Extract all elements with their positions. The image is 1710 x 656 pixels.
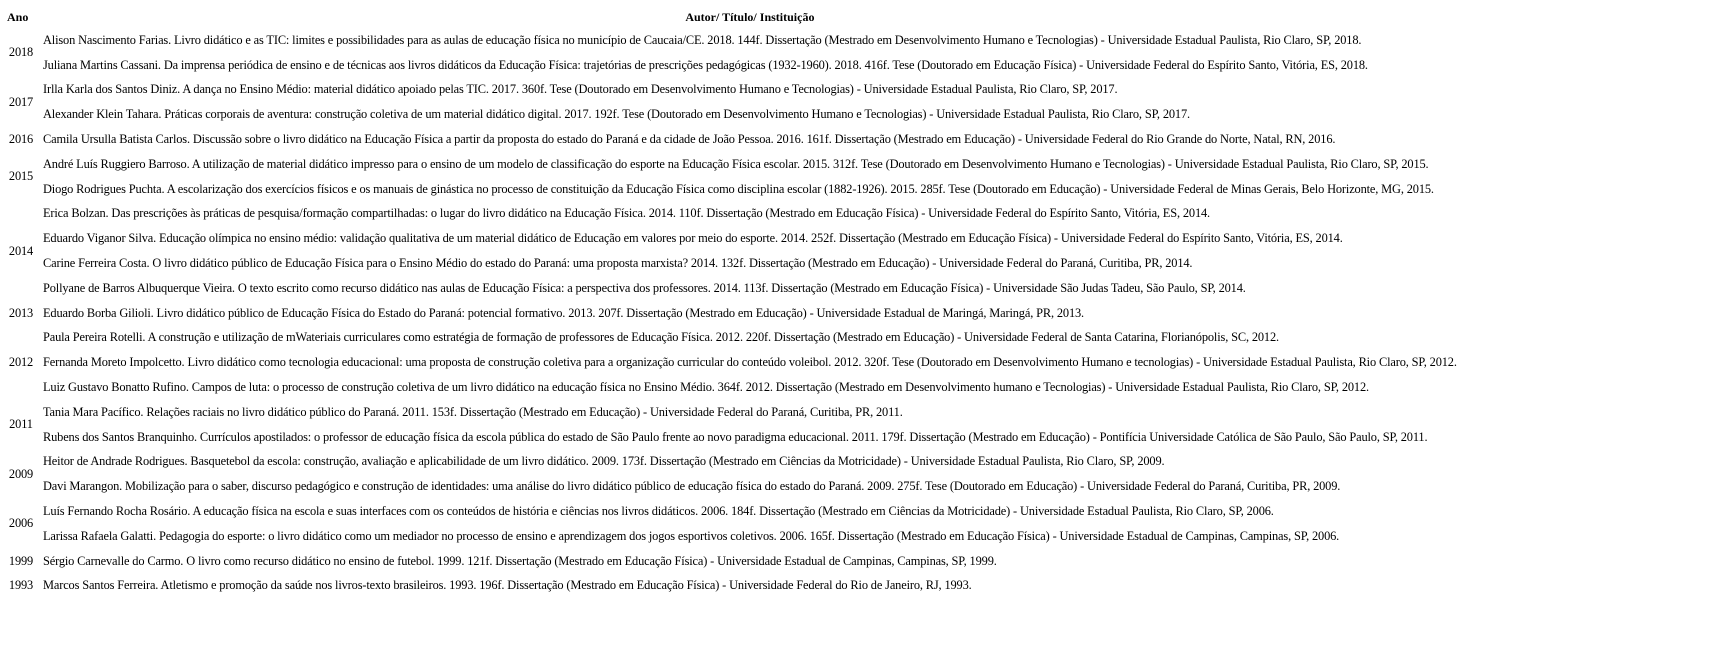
entry-cell: Rubens dos Santos Branquinho. Currículos apostilados: o professor de educação física da escola pública do estado de São Paulo frente ao novo paradigma educacional. 2011. 179f. Dissertação (Mestrado em Educação) - Pontifícia Universidade Católica de São Paulo, São Paulo, SP, 2011. [43, 429, 1428, 444]
entry-cell: Pollyane de Barros Albuquerque Vieira. O texto escrito como recurso didático nas aulas de Educação Física: a perspectiva dos professores. 2014. 113f. Dissertação (Mestrado em Educação Física) - Universidade São Judas Tadeu, São Paulo, SP, 2014. [43, 280, 1246, 295]
table-row [3, 53, 1461, 78]
table-row [3, 474, 1461, 499]
year-cell: 2015 [8, 169, 34, 184]
entry-cell: Erica Bolzan. Das prescrições às práticas de pesquisa/formação compartilhadas: o lugar do livro didático na Educação Física. 2014. 110f. Dissertação (Mestrado em Educação Física) - Universidade Federal do Espírito Santo, Vitória, ES, 2014. [43, 206, 1210, 221]
year-cell: 1999 [8, 553, 34, 568]
table-row [3, 102, 1461, 127]
year-cell: 2016 [8, 132, 34, 147]
table-body [3, 28, 1461, 598]
entry-cell: Eduardo Viganor Silva. Educação olímpica no ensino médio: validação qualitativa de um material didático de Educação em valores por meio do esporte. 2014. 252f. Dissertação (Mestrado em Educação Física) - Universidade Federal do Espírito Santo, Vitória, ES, 2014. [43, 231, 1343, 246]
entry-cell: Paula Pereira Rotelli. A construção e utilização de mWateriais curriculares como estratégia de formação de professores de Educação Física. 2012. 220f. Dissertação (Mestrado em Educação) - Universidade Federal de Santa Catarina, Florianópolis, SC, 2012. [43, 330, 1279, 345]
table-row [3, 574, 1461, 599]
entry-cell: Alison Nascimento Farias. Livro didático e as TIC: limites e possibilidades para as aulas de educação física no município de Caucaia/CE. 2018. 144f. Dissertação (Mestrado em Desenvolvimento Humano e Tecnologias) - Universidade Estadual Paulista, Rio Claro, SP, 2018. [43, 32, 1362, 47]
entry-cell: Tania Mara Pacífico. Relações raciais no livro didático público do Paraná. 2011. 153f. Dissertação (Mestrado em Educação) - Universidade Federal do Paraná, Curitiba, PR, 2011. [43, 404, 903, 419]
header-entry: Autor/ Título/ Instituição [685, 9, 815, 24]
table-row [3, 78, 1461, 103]
entry-cell: Davi Marangon. Mobilização para o saber, discurso pedagógico e construção de identidades: uma análise do livro didático público de educação física do estado do Paraná. 2009. 275f. Tese (Doutorado em Educação) - Universidade Federal do Paraná, Curitiba, PR, 2009. [43, 479, 1341, 494]
entry-cell: André Luís Ruggiero Barroso. A utilização de material didático impresso para o ensino de um modelo de classificação do esporte na Educação Física escolar. 2015. 312f. Tese (Doutorado em Desenvolvimento Humano e Tecnologias) - Universidade Estadual Paulista, Rio Claro, SP, 2015. [43, 156, 1429, 171]
table-row [3, 524, 1461, 549]
table-row [3, 177, 1461, 202]
table-row [3, 202, 1461, 227]
table-row [3, 276, 1461, 301]
year-cell: 2014 [8, 243, 34, 258]
table-row [3, 499, 1461, 524]
table-row [3, 450, 1461, 475]
entry-cell: Luiz Gustavo Bonatto Rufino. Campos de luta: o processo de construção coletiva de um livro didático na educação física no Ensino Médio. 364f. 2012. Dissertação (Mestrado em Desenvolvimento humano e Tecnologias) - Universidade Estadual Paulista, Rio Claro, SP, 2012. [43, 380, 1369, 395]
entry-cell: Alexander Klein Tahara. Práticas corporais de aventura: construção coletiva de um material didático digital. 2017. 192f. Tese (Doutorado em Desenvolvimento Humano e Tecnologias) - Universidade Estadual Paulista, Rio Claro, SP, 2017. [43, 107, 1190, 122]
year-cell: 2013 [8, 305, 34, 320]
entry-cell: Fernanda Moreto Impolcetto. Livro didático como tecnologia educacional: uma proposta de construção coletiva para a organização curricular do conteúdo voleibol. 2012. 320f. Tese (Doutorado em Desenvolvimento Humano e tecnologias) - Universidade Estadual Paulista, Rio Claro, SP, 2012. [43, 355, 1457, 370]
table-row [3, 251, 1461, 276]
entry-cell: Irlla Karla dos Santos Diniz. A dança no Ensino Médio: material didático apoiado pelas TIC. 2017. 360f. Tese (Doutorado em Desenvolvimento Humano e Tecnologias) - Universidade Estadual Paulista, Rio Claro, SP, 2017. [43, 82, 1118, 97]
entry-cell: Larissa Rafaela Galatti. Pedagogia do esporte: o livro didático como um mediador no processo de ensino e aprendizagem dos jogos esportivos coletivos. 2006. 165f. Dissertação (Mestrado em Educação Física) - Universidade Estadual de Campinas, Campinas, SP, 2006. [43, 528, 1340, 543]
year-cell: 2018 [8, 45, 34, 60]
entry-cell: Juliana Martins Cassani. Da imprensa periódica de ensino e de técnicas aos livros didáticos da Educação Física: trajetórias de prescrições pedagógicas (1932-1960). 2018. 416f. Tese (Doutorado em Educação Física) - Universidade Federal do Espírito Santo, Vitória, ES, 2018. [43, 57, 1368, 72]
table-row [3, 375, 1461, 400]
thesis-table [3, 6, 1461, 598]
year-cell: 2017 [8, 94, 34, 109]
table-row [3, 400, 1461, 425]
entry-cell: Camila Ursulla Batista Carlos. Discussão sobre o livro didático na Educação Física a partir da proposta do estado do Paraná e da cidade de João Pessoa. 2016. 161f. Dissertação (Mestrado em Educação) - Universidade Federal do Rio Grande do Norte, Natal, RN, 2016. [43, 132, 1336, 147]
table-row [3, 425, 1461, 450]
entry-cell: Luís Fernando Rocha Rosário. A educação física na escola e suas interfaces com os conteúdos de história e ciências nos livros didáticos. 2006. 184f. Dissertação (Mestrado em Ciências da Motricidade) - Universidade Estadual Paulista, Rio Claro, SP, 2006. [43, 504, 1274, 519]
header-year: Ano [7, 9, 29, 24]
year-cell: 1993 [8, 578, 34, 593]
year-cell: 2006 [8, 516, 34, 531]
table-row [3, 226, 1461, 251]
entry-cell: Marcos Santos Ferreira. Atletismo e promoção da saúde nos livros-texto brasileiros. 1993. 196f. Dissertação (Mestrado em Educação Física) - Universidade Federal do Rio de Janeiro, RJ, 1993. [43, 578, 972, 593]
table-row [3, 127, 1461, 152]
entry-cell: Diogo Rodrigues Puchta. A escolarização dos exercícios físicos e os manuais de ginástica no processo de constituição da Educação Física como disciplina escolar (1882-1926). 2015. 285f. Tese (Doutorado em Educação) - Universidade Federal de Minas Gerais, Belo Horizonte, MG, 2015. [43, 181, 1434, 196]
table-row [3, 301, 1461, 326]
table-row [3, 28, 1461, 53]
entry-cell: Carine Ferreira Costa. O livro didático público de Educação Física para o Ensino Médio do estado do Paraná: uma proposta marxista? 2014. 132f. Dissertação (Mestrado em Educação) - Universidade Federal do Paraná, Curitiba, PR, 2014. [43, 256, 1193, 271]
entry-cell: Heitor de Andrade Rodrigues. Basquetebol da escola: construção, avaliação e aplicabilidade de um livro didático. 2009. 173f. Dissertação (Mestrado em Ciências da Motricidade) - Universidade Estadual Paulista, Rio Claro, SP, 2009. [43, 454, 1165, 469]
header-row [3, 6, 1461, 28]
year-cell: 2009 [8, 466, 34, 481]
table-row [3, 152, 1461, 177]
entry-cell: Eduardo Borba Gilioli. Livro didático público de Educação Física do Estado do Paraná: potencial formativo. 2013. 207f. Dissertação (Mestrado em Educação) - Universidade Estadual de Maringá, Maringá, PR, 2013. [43, 305, 1084, 320]
table-row [3, 350, 1461, 375]
year-cell: 2011 [9, 417, 33, 432]
table-row [3, 326, 1461, 351]
year-cell: 2012 [8, 355, 34, 370]
entry-cell: Sérgio Carnevalle do Carmo. O livro como recurso didático no ensino de futebol. 1999. 121f. Dissertação (Mestrado em Educação Física) - Universidade Estadual de Campinas, Campinas, SP, 1999. [43, 553, 997, 568]
table-row [3, 549, 1461, 574]
